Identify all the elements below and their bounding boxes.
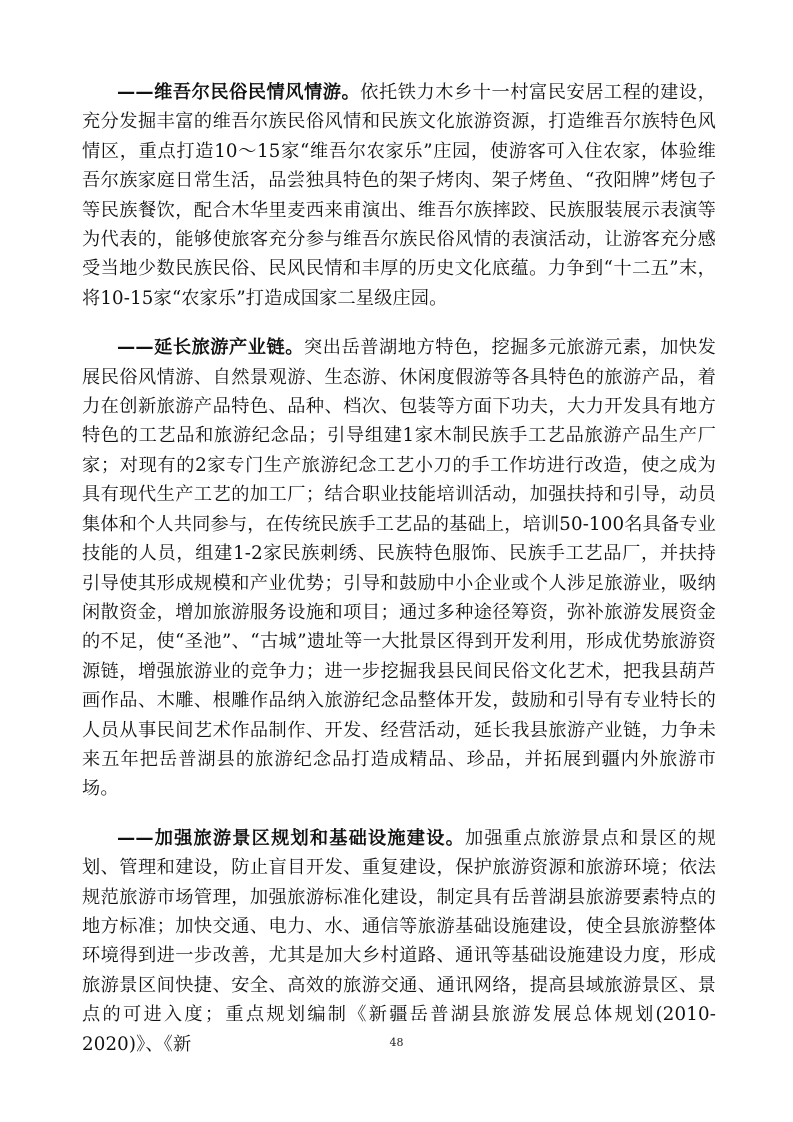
paragraph-body: 突出岳普湖地方特色，挖掘多元旅游元素，加快发展民俗风情游、自然景观游、生态游、休闲度假游等各具特色的旅游产品，着力在创新旅游产品特色、品种、档次、包装等方面下功夫，大力开发具有地方特色的工艺品和旅游纪念品；引导组建1家木制民族手工艺品旅游产品生产厂家；对现有的2家专门生产旅游纪念工艺小刀的手工作坊进行改造，使之成为具有现代生产工艺的加工厂；结合职业技能培训活动，加强扶持和引导，动员集体和个人共同参与，在传统民族手工艺品的基础上，培训50-100名具备专业技能的人员，组建1-2家民族刺绣、民族特色服饰、民族手工艺品厂，并扶持引导使其形成规模和产业优势；引导和鼓励中小企业或个人涉足旅游业，吸纳闲散资金，增加旅游服务设施和项目；通过多种途径筹资，弥补旅游发展资金的不足，使“圣池”、“古城”遗址等一大批景区得到开发利用，形成优势旅游资源链，增强旅游业的竞争力；进一步挖掘我县民间民俗文化艺术，把我县葫芦画作品、木雕、根雕作品纳入旅游纪念品整体开发，鼓励和引导有专业特长的人员从事民间艺术作品制作、开发、经营活动，延长我县旅游产业链，力争未来五年把岳普湖县的旅游纪念品打造成精品、珍品，并拓展到疆内外旅游市场。 — [82, 337, 716, 800]
paragraph-heading: ——延长旅游产业链。 — [117, 337, 305, 359]
paragraph-heading: ——加强旅游景区规划和基础设施建设。 — [117, 827, 465, 849]
paragraph-scenic-area-planning — [82, 824, 716, 1059]
document-page — [82, 78, 716, 1079]
paragraph-body: 依托铁力木乡十一村富民安居工程的建设，充分发掘丰富的维吾尔族民俗风情和民族文化旅游资源，打造维吾尔族特色风情区，重点打造10～15家“维吾尔农家乐”庄园，使游客可入住农家，体验维吾尔族家庭日常生活，品尝独具特色的架子烤肉、架子烤鱼、“孜阳牌”烤包子等民族餐饮，配合木华里麦西来甫演出、维吾尔族摔跤、民族服装展示表演等为代表的，能够使旅客充分参与维吾尔族民俗风情的表演活动，让游客充分感受当地少数民族民俗、民风民情和丰厚的历史文化底蕴。力争到“十二五”末，将10-15家“农家乐”打造成国家二星级庄园。 — [82, 82, 716, 309]
paragraph-heading: ——维吾尔民俗民情风情游。 — [117, 82, 361, 103]
paragraph-uyghur-folk-tourism — [82, 78, 716, 313]
paragraph-body: 加强重点旅游景点和景区的规划、管理和建设，防止盲目开发、重复建设，保护旅游资源和旅游环境；依法规范旅游市场管理，加强旅游标准化建设，制定具有岳普湖县旅游要素特点的地方标准；加快交通、电力、水、通信等旅游基础设施建设，使全县旅游整体环境得到进一步改善，尤其是加大乡村道路、通讯等基础设施建设力度，形成旅游景区间快捷、安全、高效的旅游交通、通讯网络，提高县域旅游景区、景点的可进入度；重点规划编制《新疆岳普湖县旅游发展总体规划(2010-2020)》、《新 — [82, 827, 717, 1055]
paragraph-extend-tourism-chain — [82, 333, 716, 804]
page-number: 48 — [389, 1036, 404, 1049]
